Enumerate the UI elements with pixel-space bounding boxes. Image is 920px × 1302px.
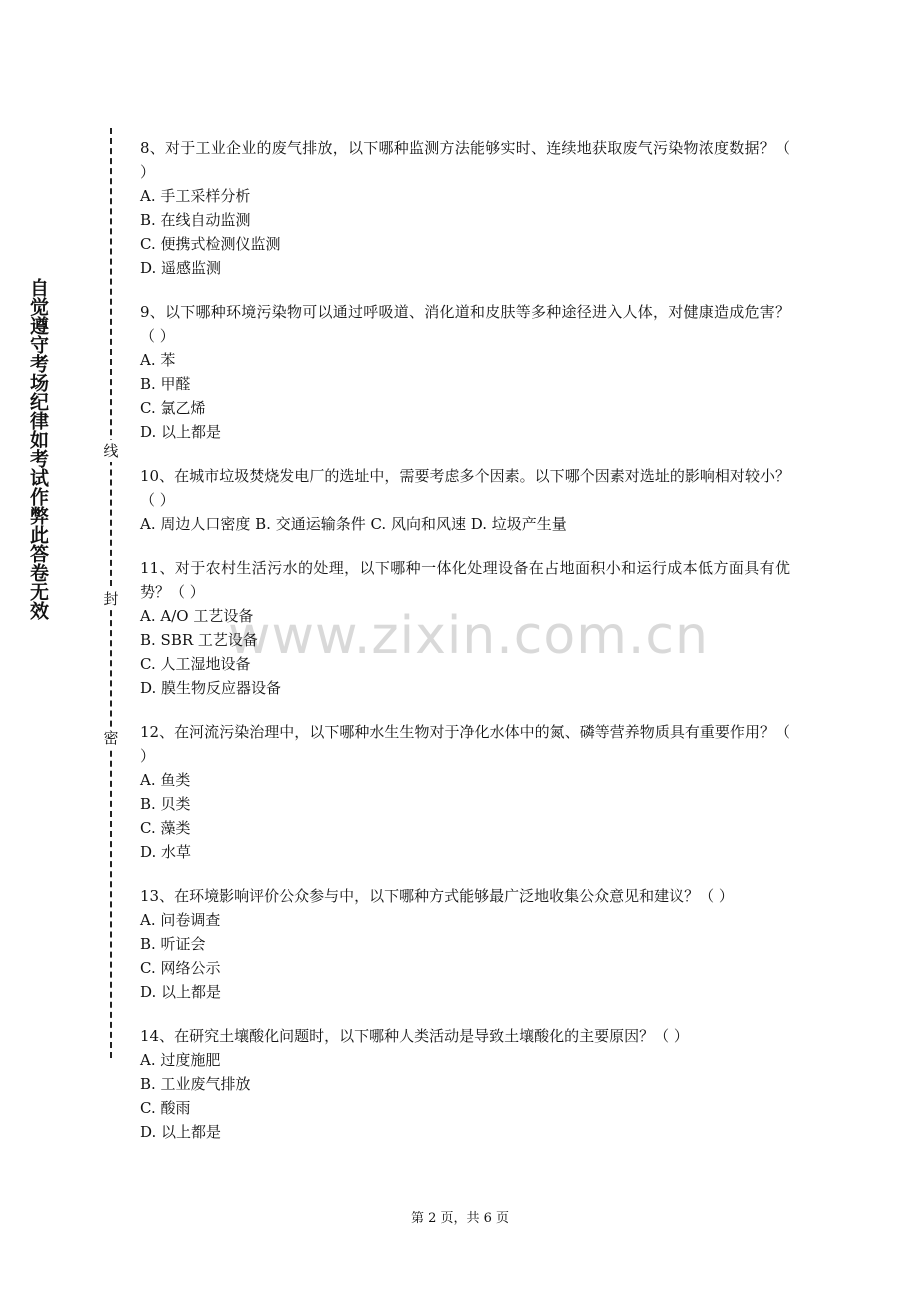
question-text: 8、对于工业企业的废气排放，以下哪种监测方法能够实时、连续地获取废气污染物浓度数据？（ ）	[140, 139, 790, 181]
question-9	[140, 300, 790, 444]
binding-label-line: 线	[103, 442, 119, 460]
question-text: 14、在研究土壤酸化问题时，以下哪种人类活动是导致土壤酸化的主要原因？（ ）	[140, 1027, 689, 1045]
option-c: C. 人工湿地设备	[140, 655, 251, 673]
option-b: B. SBR 工艺设备	[140, 631, 258, 649]
question-text: 12、在河流污染治理中，以下哪种水生生物对于净化水体中的氮、磷等营养物质具有重要作用？（ ）	[140, 723, 790, 765]
exam-discipline-notice: 自觉遵守考场纪律如考试作弊此答卷无效	[27, 278, 49, 620]
option-a: A. A/O 工艺设备	[140, 607, 254, 625]
page-footer: 第 2 页，共 6 页	[410, 1211, 510, 1226]
question-text: 9、以下哪种环境污染物可以通过呼吸道、消化道和皮肤等多种途径进入人体，对健康造成危害？（ ）	[140, 303, 790, 345]
option-c: C. 便携式检测仪监测	[140, 235, 281, 253]
question-11	[140, 556, 790, 700]
options-inline: A. 周边人口密度 B. 交通运输条件 C. 风向和风速 D. 垃圾产生量	[140, 515, 567, 533]
question-text: 13、在环境影响评价公众参与中，以下哪种方式能够最广泛地收集公众意见和建议？（ ）	[140, 887, 734, 905]
option-b: B. 甲醛	[140, 375, 191, 393]
option-a: A. 过度施肥	[140, 1051, 221, 1069]
question-10	[140, 464, 790, 536]
option-b: B. 听证会	[140, 935, 206, 953]
binding-label-seal: 封	[103, 590, 119, 608]
option-c: C. 氯乙烯	[140, 399, 206, 417]
option-b: B. 贝类	[140, 795, 191, 813]
option-a: A. 苯	[140, 351, 176, 369]
option-d: D. 以上都是	[140, 423, 222, 441]
option-d: D. 水草	[140, 843, 192, 861]
question-13	[140, 884, 790, 1004]
watermark: www.zixin.com.cn	[228, 606, 709, 666]
option-d: D. 以上都是	[140, 983, 222, 1001]
option-b: B. 在线自动监测	[140, 211, 251, 229]
option-d: D. 膜生物反应器设备	[140, 679, 282, 697]
option-d: D. 以上都是	[140, 1123, 222, 1141]
option-a: A. 问卷调查	[140, 911, 221, 929]
option-a: A. 手工采样分析	[140, 187, 251, 205]
option-c: C. 网络公示	[140, 959, 221, 977]
question-list	[140, 136, 790, 1164]
option-b: B. 工业废气排放	[140, 1075, 251, 1093]
question-12	[140, 720, 790, 864]
question-8	[140, 136, 790, 280]
option-c: C. 酸雨	[140, 1099, 191, 1117]
question-text: 11、对于农村生活污水的处理，以下哪种一体化处理设备在占地面积小和运行成本低方面具有优势？（ ）	[140, 559, 790, 601]
option-a: A. 鱼类	[140, 771, 191, 789]
option-c: C. 藻类	[140, 819, 191, 837]
option-d: D. 遥感监测	[140, 259, 222, 277]
binding-label-secret: 密	[103, 729, 119, 747]
question-text: 10、在城市垃圾焚烧发电厂的选址中，需要考虑多个因素。以下哪个因素对选址的影响相对较小？（ ）	[140, 467, 790, 509]
question-14	[140, 1024, 790, 1144]
